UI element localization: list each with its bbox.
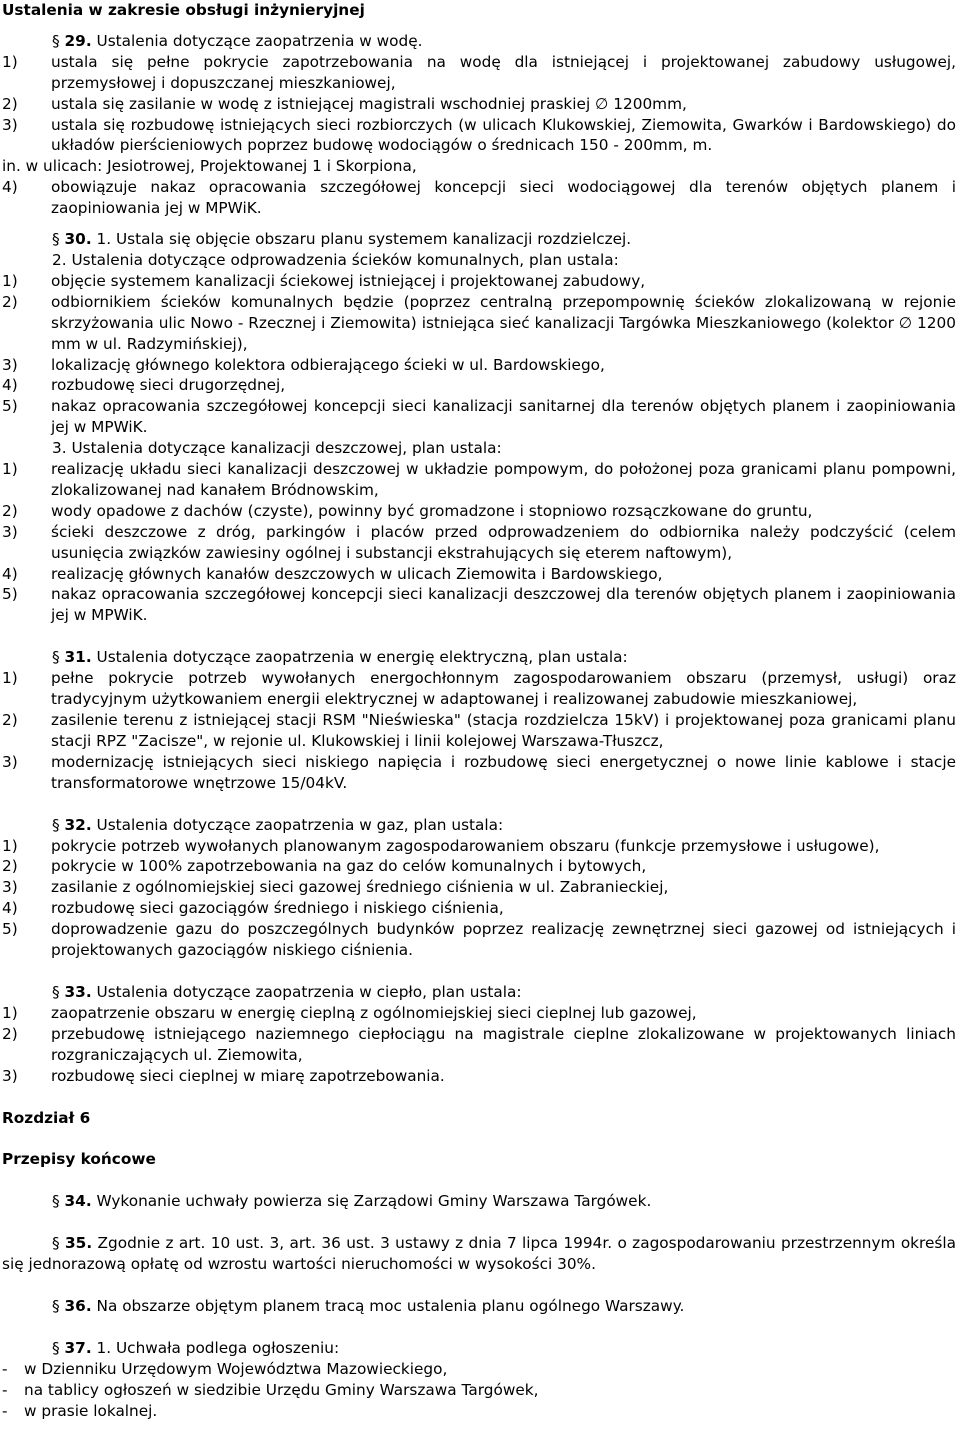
list-item: - na tablicy ogłoszeń w siedzibie Urzędu Gminy Warszawa Targówek, (2, 1380, 539, 1399)
list-item: - w prasie lokalnej. (2, 1401, 158, 1420)
section-heading: Ustalenia dotyczące zaopatrzenia w ciepło, plan ustala: (96, 982, 522, 1001)
section-34 (2, 1191, 956, 1212)
paragraph: 3. Ustalenia dotyczące kanalizacji deszczowej, plan ustala: (52, 439, 502, 458)
section-number: 32. (64, 815, 92, 834)
list-item: 1) realizację układu sieci kanalizacji deszczowej w układzie pompowym, do położonej poza granicami planu pompowni, zlokalizowanej nad kanałem Bródnowskim, (2, 460, 956, 499)
chapter-number: Rozdział 6 (2, 1108, 91, 1127)
page-title: Ustalenia w zakresie obsługi inżynieryjnej (2, 1, 365, 19)
section-sign-icon: § (52, 1192, 60, 1211)
list-item: 5) nakaz opracowania szczegółowej koncepcji sieci kanalizacji sanitarnej dla terenów objętych planem i zaopiniowania jej w MPWiK. (2, 397, 956, 437)
list-item: 3) ustala się rozbudowę istniejących sieci rozbiorczych (w ulicach Klukowskiej, Ziemowita, Gwarków i Bardowskiego) do układów pierścieniowych poprzez budowę wodociągów o średnicach 150 - 200mm, m. (2, 115, 956, 155)
list-item: 2) przebudowę istniejącego naziemnego ciepłociągu na magistrale cieplne zlokalizowane w projektowanych liniach rozgraniczających ul. Ziemowita, (2, 1024, 956, 1064)
list-item: 4) obowiązuje nakaz opracowania szczegółowej koncepcji sieci wodociągowej dla terenów objętych planem i zaopiniowania jej w MPWiK. (2, 178, 956, 218)
section-33 (2, 982, 956, 1087)
chapter-title: Przepisy końcowe (2, 1150, 156, 1169)
list-item: 1) pełne pokrycie potrzeb wywołanych energochłonnym zagospodarowaniem obszaru (przemysł, usługi) oraz tradycyjnym użytkowaniem energii elektrycznej w adaptowanej i realizowanej zabudowie mieszkaniowej, (2, 669, 956, 709)
section-sign-icon: § (52, 1297, 60, 1316)
section-sign-icon: § (52, 1234, 60, 1253)
section-number: 34. (64, 1192, 92, 1211)
list-item: 1) pokrycie potrzeb wywołanych planowanym zagospodarowaniem obszaru (funkcje przemysłowe i usługowe), (2, 836, 880, 855)
paragraph: 1. Ustala się objęcie obszaru planu systemem kanalizacji rozdzielczej. (96, 230, 632, 249)
section-heading: Ustalenia dotyczące zaopatrzenia w wodę. (96, 31, 423, 50)
section-35 (2, 1233, 956, 1275)
section-heading: Ustalenia dotyczące zaopatrzenia w energię elektryczną, plan ustala: (96, 648, 628, 667)
list-item: 4) realizację głównych kanałów deszczowych w ulicach Ziemowita i Bardowskiego, (2, 564, 663, 583)
list-item: 3) modernizację istniejących sieci niskiego napięcia i rozbudowę sieci energetycznej o nowe linie kablowe i stacje transformatorowe wnętrzowe 15/04kV. (2, 752, 956, 792)
section-number: 37. (64, 1338, 92, 1357)
list-item: 3) rozbudowę sieci cieplnej w miarę zapotrzebowania. (2, 1066, 445, 1085)
paragraph: 2. Ustalenia dotyczące odprowadzenia ścieków komunalnych, plan ustala: (52, 250, 619, 269)
section-32 (2, 815, 956, 961)
section-30 (2, 229, 956, 626)
section-sign-icon: § (52, 815, 60, 834)
section-36 (2, 1296, 956, 1317)
list-item: in. w ulicach: Jesiotrowej, Projektowanej 1 i Skorpiona, (2, 157, 417, 176)
list-item: 1) objęcie systemem kanalizacji ściekowej istniejącej i projektowanej zabudowy, (2, 271, 646, 290)
section-sign-icon: § (52, 1338, 60, 1357)
paragraph: Zgodnie z art. 10 ust. 3, art. 36 ust. 3 ustawy z dnia 7 lipca 1994r. o zagospodarowaniu przestrzennym określa się jednorazową opłatę od wzrostu wartości nieruchomości w wysokości 30%. (2, 1234, 956, 1274)
list-item: 5) doprowadzenie gazu do poszczególnych budynków poprzez realizację zewnętrznej sieci gazowej od istniejących i projektowanych gazociągów niskiego ciśnienia. (2, 920, 956, 960)
section-number: 35. (65, 1234, 93, 1253)
section-sign-icon: § (52, 648, 60, 667)
section-29 (2, 31, 956, 219)
section-37 (2, 1338, 956, 1422)
list-item: 2) ustala się zasilanie w wodę z istniejącej magistrali wschodniej praskiej ∅ 1200mm, (2, 94, 687, 113)
section-number: 31. (64, 648, 92, 667)
section-number: 36. (64, 1297, 92, 1316)
section-number: 33. (64, 982, 92, 1001)
list-item: 5) nakaz opracowania szczegółowej koncepcji sieci kanalizacji deszczowej dla terenów objętych planem i zaopiniowania jej w MPWiK. (2, 585, 956, 625)
list-item: 2) pokrycie w 100% zapotrzebowania na gaz do celów komunalnych i bytowych, (2, 857, 647, 876)
list-item: 2) zasilenie terenu z istniejącej stacji RSM "Nieświeska" (stacja rozdzielcza 15kV) i projektowanej poza granicami planu stacji RPZ "Zacisze", w rejonie ul. Klukowskiej i linii kolejowej Warszawa-Tłuszcz, (2, 711, 956, 750)
list-item: 1) ustala się pełne pokrycie zapotrzebowania na wodę dla istniejącej i projektowanej zabudowy usługowej, przemysłowej i dopuszczanej mieszkaniowej, (2, 52, 956, 92)
list-item: 3) zasilanie z ogólnomiejskiej sieci gazowej średniego ciśnienia w ul. Zabranieckiej, (2, 878, 669, 897)
list-item: 4) rozbudowę sieci drugorzędnej, (2, 376, 286, 395)
section-sign-icon: § (52, 982, 60, 1001)
list-item: 3) ścieki deszczowe z dróg, parkingów i placów przed odprowadzeniem do odbiornika należy podczyścić (celem usunięcia związków zawiesiny ogólnej i substancji ekstrahujących się eterem naftowym), (2, 522, 956, 562)
list-item: 2) wody opadowe z dachów (czyste), powinny być gromadzone i stopniowo rozsączkowane do gruntu, (2, 501, 813, 520)
paragraph: 1. Uchwała podlega ogłoszeniu: (96, 1338, 340, 1357)
section-number: 30. (64, 230, 92, 249)
paragraph: Na obszarze objętym planem tracą moc ustalenia planu ogólnego Warszawy. (96, 1297, 685, 1316)
list-item: 1) zaopatrzenie obszaru w energię cieplną z ogólnomiejskiej sieci cieplnej lub gazowej, (2, 1003, 697, 1022)
paragraph: Wykonanie uchwały powierza się Zarządowi Gminy Warszawa Targówek. (96, 1192, 652, 1211)
list-item: - w Dzienniku Urzędowym Województwa Mazowieckiego, (2, 1359, 448, 1378)
section-31 (2, 647, 956, 793)
section-sign-icon: § (52, 31, 60, 50)
section-number: 29. (64, 31, 92, 50)
section-heading: Ustalenia dotyczące zaopatrzenia w gaz, plan ustala: (96, 815, 504, 834)
list-item: 2) odbiornikiem ścieków komunalnych będzie (poprzez centralną przepompownię ścieków zlokalizowaną w rejonie skrzyżowania ulic Nowo - Rzecznej i Ziemowita) istniejąca sieć kanalizacji Targówka Mieszkaniowego (kolektor ∅ 1200 mm w ul. Radzymińskiej), (2, 292, 956, 353)
list-item: 3) lokalizację głównego kolektora odbierającego ścieki w ul. Bardowskiego, (2, 355, 605, 374)
section-sign-icon: § (52, 230, 60, 249)
list-item: 4) rozbudowę sieci gazociągów średniego i niskiego ciśnienia, (2, 899, 504, 918)
